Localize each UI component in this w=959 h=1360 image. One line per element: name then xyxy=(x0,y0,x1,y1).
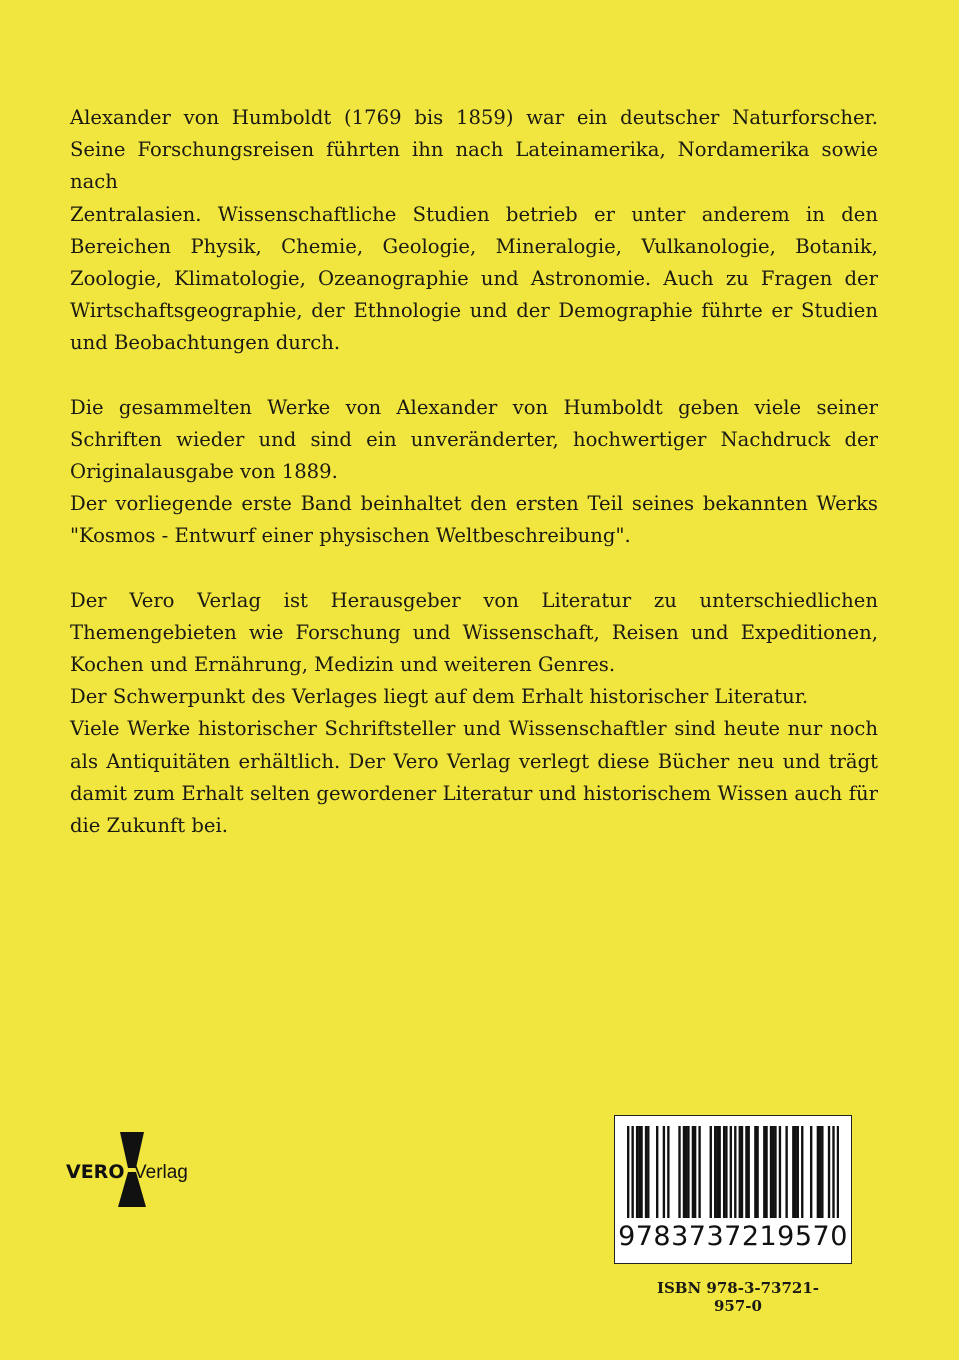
barcode-bar xyxy=(756,1126,758,1218)
barcode-bar xyxy=(710,1126,712,1218)
text-line: Alexander von Humboldt (1769 bis 1859) war ein deutscher Naturforscher. xyxy=(70,106,878,129)
barcode-bar xyxy=(723,1126,725,1218)
barcode-bar xyxy=(792,1126,794,1218)
barcode-bar xyxy=(765,1126,767,1218)
barcode-bar xyxy=(734,1126,736,1218)
paragraph-humboldt-bio xyxy=(70,102,878,360)
text-line: Seine Forschungsreisen führten ihn nach Lateinamerika, Nordamerika sowie nach xyxy=(70,138,878,194)
barcode-bar xyxy=(763,1126,765,1218)
barcode-bars xyxy=(627,1126,839,1218)
barcode-bar xyxy=(631,1126,633,1218)
barcode-bar xyxy=(647,1126,649,1218)
text-line: als Antiquitäten erhältlich. Der Vero Verlag verlegt diese Bücher neu und trägt xyxy=(70,749,878,773)
barcode-bar xyxy=(772,1126,774,1218)
barcode-bar xyxy=(714,1126,716,1218)
text-line: Kochen und Ernährung, Medizin und weiteren Genres. xyxy=(70,653,616,677)
barcode-bar xyxy=(785,1126,787,1218)
text-line: die Zukunft bei. xyxy=(70,814,228,838)
logo-vero-text: VERO xyxy=(66,1161,125,1183)
barcode-bar xyxy=(638,1126,640,1218)
barcode-bar xyxy=(748,1126,750,1218)
text-line: Der Vero Verlag ist Herausgeber von Literatur zu unterschiedlichen xyxy=(70,588,878,612)
text-line: Wirtschaftsgeographie, der Ethnologie und der Demographie führte er Studien xyxy=(70,299,878,323)
text-line: Schriften wieder und sind ein unveränderter, hochwertiger Nachdruck der xyxy=(70,427,878,451)
barcode-bar xyxy=(667,1126,669,1218)
barcode-bar xyxy=(801,1126,803,1218)
text-line: Der vorliegende erste Band beinhaltet den ersten Teil seines bekannten Werks xyxy=(70,492,878,516)
barcode-bar xyxy=(837,1126,839,1218)
paragraph-publisher xyxy=(70,585,878,843)
barcode-bar xyxy=(832,1126,834,1218)
barcode-bar xyxy=(741,1126,743,1218)
barcode-bar xyxy=(683,1126,685,1218)
barcode-bar xyxy=(774,1126,776,1218)
barcode-bar xyxy=(817,1126,819,1218)
text-line: und Beobachtungen durch. xyxy=(70,331,341,355)
barcode-bar xyxy=(810,1126,812,1218)
barcode-bar xyxy=(685,1126,687,1218)
barcode-bar xyxy=(692,1126,694,1218)
barcode-bar xyxy=(645,1126,647,1218)
barcode-bar xyxy=(828,1126,830,1218)
text-line: Der Schwerpunkt des Verlages liegt auf dem Erhalt historischer Literatur. xyxy=(70,685,809,709)
barcode-bar xyxy=(797,1126,799,1218)
barcode-bar xyxy=(730,1126,732,1218)
barcode-bar xyxy=(636,1126,638,1218)
back-cover-text xyxy=(70,102,878,874)
barcode-bar xyxy=(770,1126,772,1218)
barcode-bar xyxy=(663,1126,665,1218)
text-line: damit zum Erhalt selten gewordener Literatur und historischem Wissen auch für xyxy=(70,781,878,805)
barcode-bar xyxy=(739,1126,741,1218)
text-line: Zentralasien. Wissenschaftliche Studien betrieb er unter anderem in den xyxy=(70,202,878,226)
barcode-bar xyxy=(716,1126,718,1218)
barcode-digits: 9783737219570 xyxy=(618,1221,848,1252)
barcode-bar xyxy=(718,1126,720,1218)
barcode xyxy=(614,1115,852,1264)
barcode-bar xyxy=(779,1126,781,1218)
barcode-bar xyxy=(745,1126,747,1218)
text-line: Themengebieten wie Forschung und Wissenschaft, Reisen und Expeditionen, xyxy=(70,620,878,644)
barcode-bar xyxy=(627,1126,629,1218)
barcode-bar xyxy=(694,1126,696,1218)
barcode-bar xyxy=(821,1126,823,1218)
text-line: Bereichen Physik, Chemie, Geologie, Mineralogie, Vulkanologie, Botanik, xyxy=(70,234,878,258)
barcode-bar xyxy=(656,1126,658,1218)
barcode-bar xyxy=(640,1126,642,1218)
text-line: "Kosmos - Entwurf einer physischen Weltbeschreibung". xyxy=(70,524,631,548)
barcode-bar xyxy=(698,1126,700,1218)
text-line: Originalausgabe von 1889. xyxy=(70,460,338,484)
barcode-bar xyxy=(794,1126,796,1218)
barcode-bar xyxy=(678,1126,680,1218)
vero-verlag-logo xyxy=(66,1130,196,1210)
text-line: Viele Werke historischer Schriftsteller und Wissenschaftler sind heute nur noch xyxy=(70,717,878,741)
barcode-bar xyxy=(754,1126,756,1218)
paragraph-collected-works xyxy=(70,392,878,553)
barcode-bar xyxy=(819,1126,821,1218)
text-line: Die gesammelten Werke von Alexander von Humboldt geben viele seiner xyxy=(70,395,878,419)
barcode-bar xyxy=(687,1126,689,1218)
logo-verlag-text: Verlag xyxy=(134,1162,188,1183)
text-line: Zoologie, Klimatologie, Ozeanographie und Astronomie. Auch zu Fragen der xyxy=(70,267,878,291)
barcode-bar xyxy=(725,1126,727,1218)
isbn-number: ISBN 978-3-73721-957-0 xyxy=(656,1279,820,1315)
